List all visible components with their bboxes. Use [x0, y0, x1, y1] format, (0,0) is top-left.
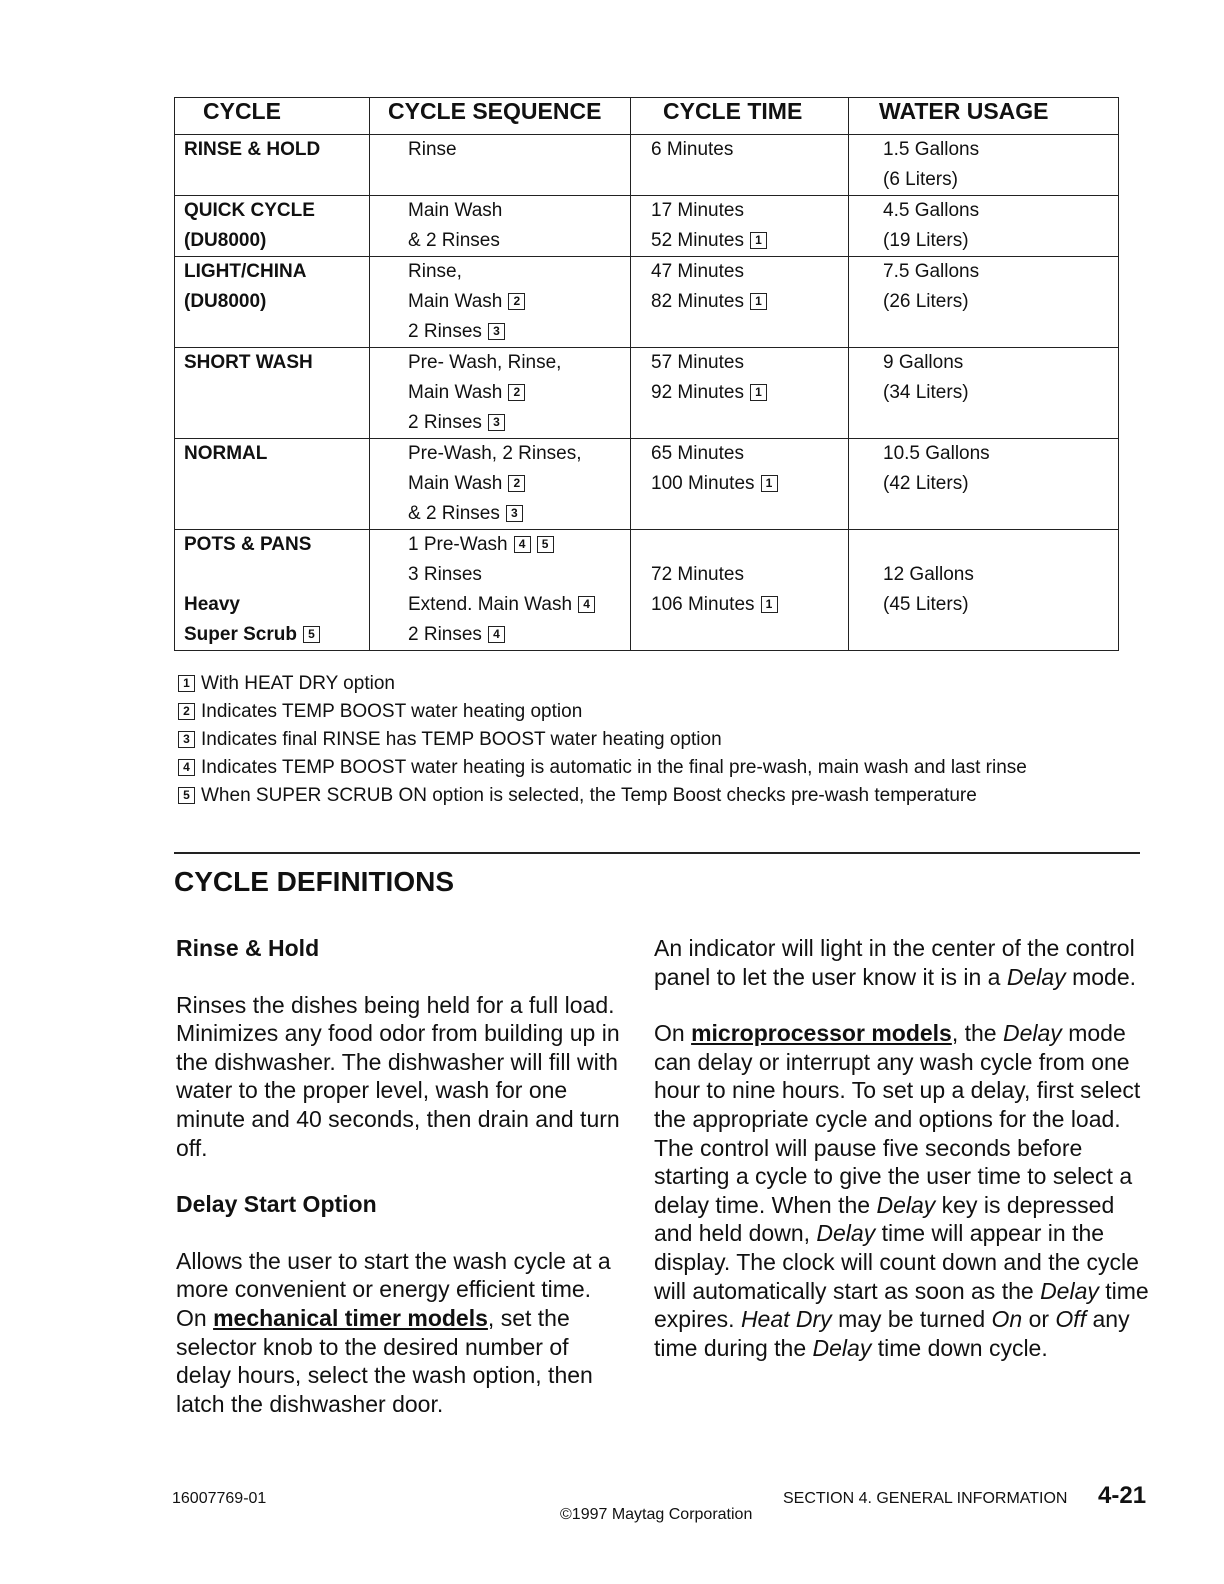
- page-number: 4-21: [1098, 1482, 1147, 1509]
- footnote-item: [178, 670, 1027, 698]
- sequence-line: 3 Rinses: [408, 564, 482, 585]
- water-line: (34 Liters): [883, 382, 969, 403]
- table-cell-time: [631, 439, 849, 530]
- footnote-item: [178, 754, 1027, 782]
- col-header-time: CYCLE TIME: [631, 98, 849, 135]
- cycle-line: NORMAL: [184, 443, 268, 464]
- cycle-line: SHORT WASH: [184, 352, 313, 373]
- table-row: [175, 530, 1119, 651]
- time-line: 47 Minutes: [651, 261, 744, 282]
- table-row: [175, 135, 1119, 196]
- table-cell-water: [849, 196, 1119, 257]
- table-cell-cycle: [175, 439, 370, 530]
- table-cell-sequence: [370, 135, 631, 196]
- time-line: 17 Minutes: [651, 200, 744, 221]
- footnote-marker-1: 1: [750, 232, 767, 249]
- table-cell-time: [631, 530, 849, 651]
- rinse-hold-heading: Rinse & Hold: [176, 935, 320, 961]
- table-cell-cycle: [175, 196, 370, 257]
- time-line: 92 Minutes 1: [631, 378, 848, 408]
- delay-start-heading: Delay Start Option: [176, 1191, 377, 1218]
- time-line: 65 Minutes: [651, 443, 744, 464]
- sequence-line: Rinse,: [408, 261, 462, 282]
- water-line: 4.5 Gallons: [883, 200, 980, 221]
- time-line: 52 Minutes 1: [631, 226, 848, 256]
- footnote-text: When SUPER SCRUB ON option is selected, the Temp Boost checks pre-wash temperature: [201, 785, 977, 806]
- footnote-marker-3: 3: [506, 505, 523, 522]
- time-line: 72 Minutes: [651, 564, 744, 585]
- time-line: [631, 530, 848, 560]
- rinse-hold-text: Rinses the dishes being held for a full load. Minimizes any food odor from building up in the dishwasher. The dishwasher will fill with water to the proper level, wash for one minute and 40 seconds, then drain and turn off.: [176, 991, 620, 1161]
- footnote-marker-3: 3: [488, 414, 505, 431]
- cycle-table: [174, 97, 1119, 651]
- doc-number: 16007769-01: [172, 1490, 267, 1507]
- table-cell-cycle: [175, 257, 370, 348]
- footnote-marker-2: 2: [508, 293, 525, 310]
- table-cell-water: [849, 348, 1119, 439]
- col-header-water: WATER USAGE: [849, 98, 1119, 135]
- sequence-line: Main Wash 2: [370, 469, 630, 499]
- table-cell-water: [849, 257, 1119, 348]
- water-line: 12 Gallons: [883, 564, 974, 585]
- table-cell-time: [631, 257, 849, 348]
- footnote-marker-5: 5: [178, 787, 195, 804]
- table-cell-time: [631, 135, 849, 196]
- water-line: (45 Liters): [883, 594, 969, 615]
- col-header-sequence: CYCLE SEQUENCE: [370, 98, 631, 135]
- footnote-item: [178, 782, 1027, 810]
- copyright: ©1997 Maytag Corporation: [560, 1506, 753, 1523]
- footnote-marker-4: 4: [514, 536, 531, 553]
- water-line: 1.5 Gallons: [883, 139, 980, 160]
- footnote-marker-1: 1: [750, 293, 767, 310]
- cycle-line: RINSE & HOLD: [184, 139, 321, 160]
- water-line: (26 Liters): [883, 291, 969, 312]
- footnote-text: Indicates final RINSE has TEMP BOOST water heating option: [201, 729, 722, 750]
- time-line: 106 Minutes 1: [631, 590, 848, 620]
- sequence-line: & 2 Rinses: [408, 230, 500, 251]
- sequence-line: Main Wash 2: [370, 378, 630, 408]
- mechanical-timer-models-link: mechanical timer models: [213, 1304, 488, 1331]
- table-cell-sequence: [370, 530, 631, 651]
- table-cell-time: [631, 196, 849, 257]
- microprocessor-text: On microprocessor models, the Delay mode can delay or interrupt any wash cycle from one hour to nine hours. To set up a delay, first select the appropriate cycle and options for the load. The control will pause five seconds before starting a cycle to give the user time to select a delay time. When the Delay key is depressed and held down, Delay time will appear in the display. The clock will count down and the cycle will automatically start as soon as the Delay time expires. Heat Dry may be turned On or Off any time during the Delay time down cycle.: [654, 1020, 1149, 1361]
- sequence-line: & 2 Rinses 3: [370, 499, 630, 529]
- footnote-marker-2: 2: [178, 703, 195, 720]
- footnote-marker-1: 1: [178, 675, 195, 692]
- time-line: 82 Minutes 1: [631, 287, 848, 317]
- footnote-item: [178, 726, 1027, 754]
- sequence-line: Pre- Wash, Rinse,: [408, 352, 562, 373]
- table-row: [175, 439, 1119, 530]
- footnote-marker-4: 4: [578, 596, 595, 613]
- footnote-marker-2: 2: [508, 384, 525, 401]
- footnote-item: [178, 698, 1027, 726]
- time-line: 57 Minutes: [651, 352, 744, 373]
- table-header-row: [175, 98, 1119, 135]
- table-cell-cycle: [175, 348, 370, 439]
- cycle-line: (DU8000): [184, 230, 267, 251]
- table-cell-time: [631, 348, 849, 439]
- section-divider: [174, 852, 1140, 854]
- microprocessor-models-link: microprocessor models: [691, 1020, 952, 1047]
- col-header-cycle: CYCLE: [175, 98, 370, 135]
- cycle-line: POTS & PANS: [184, 534, 312, 555]
- sequence-line: 1 Pre-Wash 4 5: [370, 530, 630, 560]
- time-line: 100 Minutes 1: [631, 469, 848, 499]
- cycle-line: Super Scrub 5: [175, 620, 369, 650]
- footnote-text: With HEAT DRY option: [201, 673, 395, 694]
- section-label: SECTION 4. GENERAL INFORMATION: [783, 1490, 1068, 1507]
- table-cell-cycle: [175, 530, 370, 651]
- section-title: CYCLE DEFINITIONS: [174, 866, 455, 897]
- sequence-line: Main Wash 2: [370, 287, 630, 317]
- footnote-marker-1: 1: [761, 475, 778, 492]
- delay-start-text: Allows the user to start the wash cycle at a more convenient or energy efficient time. On mechanical timer models, set the selector knob to the desired number of delay hours, select the wash option, then latch the dishwasher door.: [176, 1247, 611, 1417]
- cycle-line: Heavy: [184, 594, 240, 615]
- table-cell-water: [849, 135, 1119, 196]
- table-row: [175, 348, 1119, 439]
- time-line: 6 Minutes: [651, 139, 734, 160]
- cycle-line: LIGHT/CHINA: [184, 261, 307, 282]
- water-line: 7.5 Gallons: [883, 261, 980, 282]
- footnote-marker-3: 3: [488, 323, 505, 340]
- water-line: 9 Gallons: [883, 352, 964, 373]
- footnotes: [178, 670, 1027, 810]
- left-column: [176, 934, 626, 1418]
- footnote-marker-2: 2: [508, 475, 525, 492]
- cycle-line: [175, 560, 369, 590]
- sequence-line: Extend. Main Wash 4: [370, 590, 630, 620]
- table-cell-sequence: [370, 257, 631, 348]
- indicator-text: An indicator will light in the center of the control panel to let the user know it is in a Delay mode.: [654, 935, 1137, 990]
- table-cell-sequence: [370, 348, 631, 439]
- footnote-marker-4: 4: [488, 626, 505, 643]
- footnote-marker-5: 5: [303, 626, 320, 643]
- water-line: (6 Liters): [883, 169, 958, 190]
- water-line: (42 Liters): [883, 473, 969, 494]
- sequence-line: Pre-Wash, 2 Rinses,: [408, 443, 582, 464]
- table-cell-sequence: [370, 439, 631, 530]
- sequence-line: Main Wash: [408, 200, 503, 221]
- footnote-marker-1: 1: [761, 596, 778, 613]
- sequence-line: Rinse: [408, 139, 457, 160]
- table-cell-water: [849, 439, 1119, 530]
- table-cell-water: [849, 530, 1119, 651]
- footnote-marker-5: 5: [537, 536, 554, 553]
- footnote-marker-3: 3: [178, 731, 195, 748]
- sequence-line: 2 Rinses 3: [370, 317, 630, 347]
- water-line: 10.5 Gallons: [883, 443, 990, 464]
- table-row: [175, 196, 1119, 257]
- cycle-line: (DU8000): [184, 291, 267, 312]
- cycle-line: QUICK CYCLE: [184, 200, 315, 221]
- footnote-marker-1: 1: [750, 384, 767, 401]
- table-cell-sequence: [370, 196, 631, 257]
- sequence-line: 2 Rinses 3: [370, 408, 630, 438]
- water-line: [849, 530, 1118, 560]
- right-column: [654, 934, 1154, 1362]
- sequence-line: 2 Rinses 4: [370, 620, 630, 650]
- water-line: (19 Liters): [883, 230, 969, 251]
- table-cell-cycle: [175, 135, 370, 196]
- footnote-text: Indicates TEMP BOOST water heating is automatic in the final pre-wash, main wash and last rinse: [201, 757, 1027, 778]
- footnote-marker-4: 4: [178, 759, 195, 776]
- table-row: [175, 257, 1119, 348]
- footnote-text: Indicates TEMP BOOST water heating option: [201, 701, 583, 722]
